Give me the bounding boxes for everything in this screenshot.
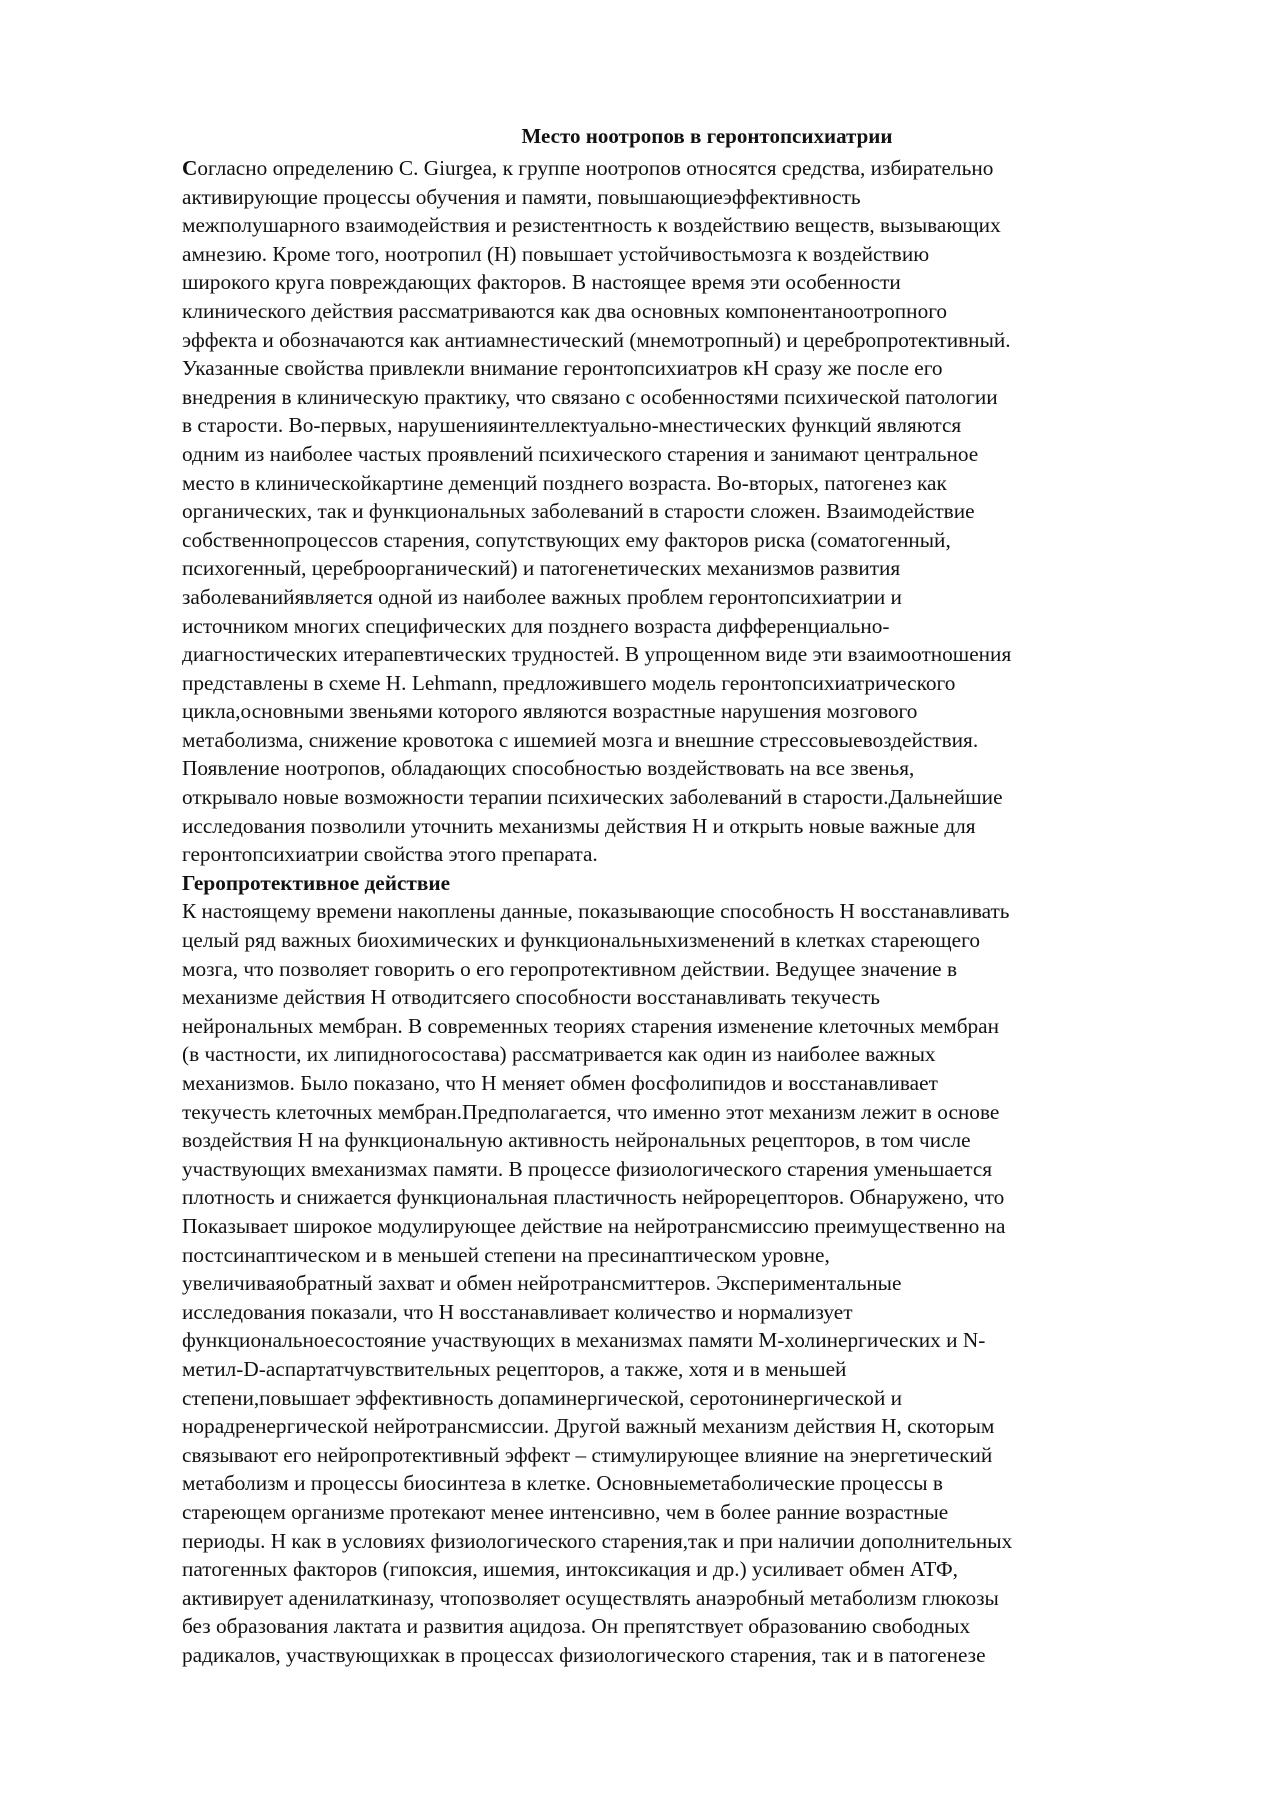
text-line: степени,повышает эффективность допаминергической, серотонинергической и — [182, 1385, 903, 1410]
text-line: активирует аденилаткиназу, чтопозволяет осуществлять анаэробный метаболизм глюкозы — [182, 1585, 999, 1610]
text-line: исследования позволили уточнить механизмы действия Н и открыть новые важные для — [182, 813, 976, 838]
text-line: мозга, что позволяет говорить о его геропротективном действии. Ведущее значение в — [182, 956, 958, 981]
text-line: заболеванийявляется одной из наиболее важных проблем геронтопсихиатрии и — [182, 584, 902, 609]
text-line: активирующие процессы обучения и памяти, повышающиеэффективность — [182, 184, 861, 209]
text-line: норадренергической нейротрансмиссии. Другой важный механизм действия Н, скоторым — [182, 1414, 995, 1439]
text-line: текучесть клеточных мембран.Предполагается, что именно этот механизм лежит в основе — [182, 1099, 1000, 1124]
text-line: стареющем организме протекают менее интенсивно, чем в более ранние возрастные — [182, 1499, 949, 1524]
text-line: К настоящему времени накоплены данные, показывающие способность Н восстанавливать — [182, 899, 1010, 924]
text-line: механизме действия Н отводитсяего способности восстанавливать текучесть — [182, 985, 880, 1010]
text-line: периоды. Н как в условиях физиологического старения,так и при наличии дополнительных — [182, 1528, 1013, 1553]
text-line: открывало новые возможности терапии психических заболеваний в старости.Дальнейшие — [182, 785, 1003, 810]
text-line: психогенный, цереброорганический) и патогенетических механизмов развития — [182, 556, 901, 581]
text-line: увеличиваяобратный захват и обмен нейротрансмиттеров. Экспериментальные — [182, 1271, 902, 1296]
text-line: участвующих вмеханизмах памяти. В процессе физиологического старения уменьшается — [182, 1156, 993, 1181]
text-line: представлены в схеме H. Lehmann, предложившего модель геронтопсихиатрического — [182, 670, 956, 695]
document-page — [182, 122, 1192, 1669]
text-line: целый ряд важных биохимических и функциональныхизменений в клетках стареющего — [182, 928, 980, 953]
section-intro — [182, 154, 1192, 869]
text-line — [182, 154, 1192, 183]
text-line: внедрения в клиническую практику, что связано с особенностями психической патологии — [182, 384, 998, 409]
line-text: огласно определению C. Giurgea, к группе ноотропов относятся средства, избирательно — [197, 156, 994, 180]
section-heading: Геропротективное действие — [182, 870, 451, 895]
text-line: связывают его нейропротективный эффект – стимулирующее влияние на энергетический — [182, 1442, 993, 1467]
text-line: исследования показали, что Н восстанавливает количество и нормализует — [182, 1299, 853, 1324]
text-line: собственнопроцессов старения, сопутствующих ему факторов риска (соматогенный, — [182, 527, 951, 552]
text-line: межполушарного взаимодействия и резистентность к воздействию веществ, вызывающих — [182, 213, 1001, 238]
text-line: радикалов, участвующихкак в процессах физиологического старения, так и в патогенезе — [182, 1642, 986, 1667]
text-line: Появление ноотропов, обладающих способностью воздействовать на все звенья, — [182, 756, 915, 781]
text-line: амнезию. Кроме того, ноотропил (Н) повышает устойчивостьмозга к воздействию — [182, 241, 930, 266]
text-line: функциональноесостояние участвующих в механизмах памяти М-холинергических и N- — [182, 1328, 986, 1353]
text-line: место в клиническойкартине деменций позднего возраста. Во-вторых, патогенез как — [182, 470, 947, 495]
text-line: клинического действия рассматриваются как два основных компонентаноотропного — [182, 298, 948, 323]
text-line: без образования лактата и развития ацидоза. Он препятствует образованию свободных — [182, 1614, 971, 1639]
text-line: одним из наиболее частых проявлений психического старения и занимают центральное — [182, 441, 979, 466]
text-line: диагностических итерапевтических трудностей. В упрощенном виде эти взаимоотношения — [182, 642, 1012, 667]
text-line: широкого круга повреждающих факторов. В настоящее время эти особенности — [182, 270, 901, 295]
text-line: нейрональных мембран. В современных теориях старения изменение клеточных мембран — [182, 1013, 1000, 1038]
section-geroprotective — [182, 897, 1192, 1669]
text-line: геронтопсихиатрии свойства этого препарата. — [182, 842, 598, 867]
initial-letter: С — [182, 156, 198, 180]
text-line: цикла,основными звеньями которого являются возрастные нарушения мозгового — [182, 699, 918, 724]
text-line: метил-D-аспартатчувствительных рецепторов, а также, хотя и в меньшей — [182, 1356, 847, 1381]
text-line: постсинаптическом и в меньшей степени на пресинаптическом уровне, — [182, 1242, 830, 1267]
text-line: эффекта и обозначаются как антиамнестический (мнемотропный) и церебропротективный. — [182, 327, 1011, 352]
text-line: в старости. Во-первых, нарушенияинтеллектуально-мнестических функций являются — [182, 413, 962, 438]
text-line: механизмов. Было показано, что Н меняет обмен фосфолипидов и восстанавливает — [182, 1071, 938, 1095]
text-line: Показывает широкое модулирующее действие на нейротрансмиссию преимущественно на — [182, 1213, 1006, 1238]
text-line: метаболизма, снижение кровотока с ишемией мозга и внешние стрессовыевоздействия. — [182, 727, 979, 752]
text-line: Указанные свойства привлекли внимание геронтопсихиатров кН сразу же после его — [182, 356, 943, 381]
text-line: плотность и снижается функциональная пластичность нейрорецепторов. Обнаружено, что — [182, 1185, 1005, 1210]
text-line: воздействия Н на функциональную активность нейрональных рецепторов, в том числе — [182, 1128, 971, 1153]
text-line: метаболизм и процессы биосинтеза в клетке. Основныеметаболические процессы в — [182, 1471, 943, 1496]
text-line: патогенных факторов (гипоксия, ишемия, интоксикация и др.) усиливает обмен АТФ, — [182, 1557, 959, 1582]
text-line: органических, так и функциональных заболеваний в старости сложен. Взаимодействие — [182, 499, 975, 524]
text-line: (в частности, их липидногосостава) рассматривается как один из наиболее важных — [182, 1042, 936, 1067]
text-line: источником многих специфических для позднего возраста дифференциально- — [182, 613, 890, 638]
page-title: Место ноотропов в геронтопсихиатрии — [521, 124, 893, 148]
